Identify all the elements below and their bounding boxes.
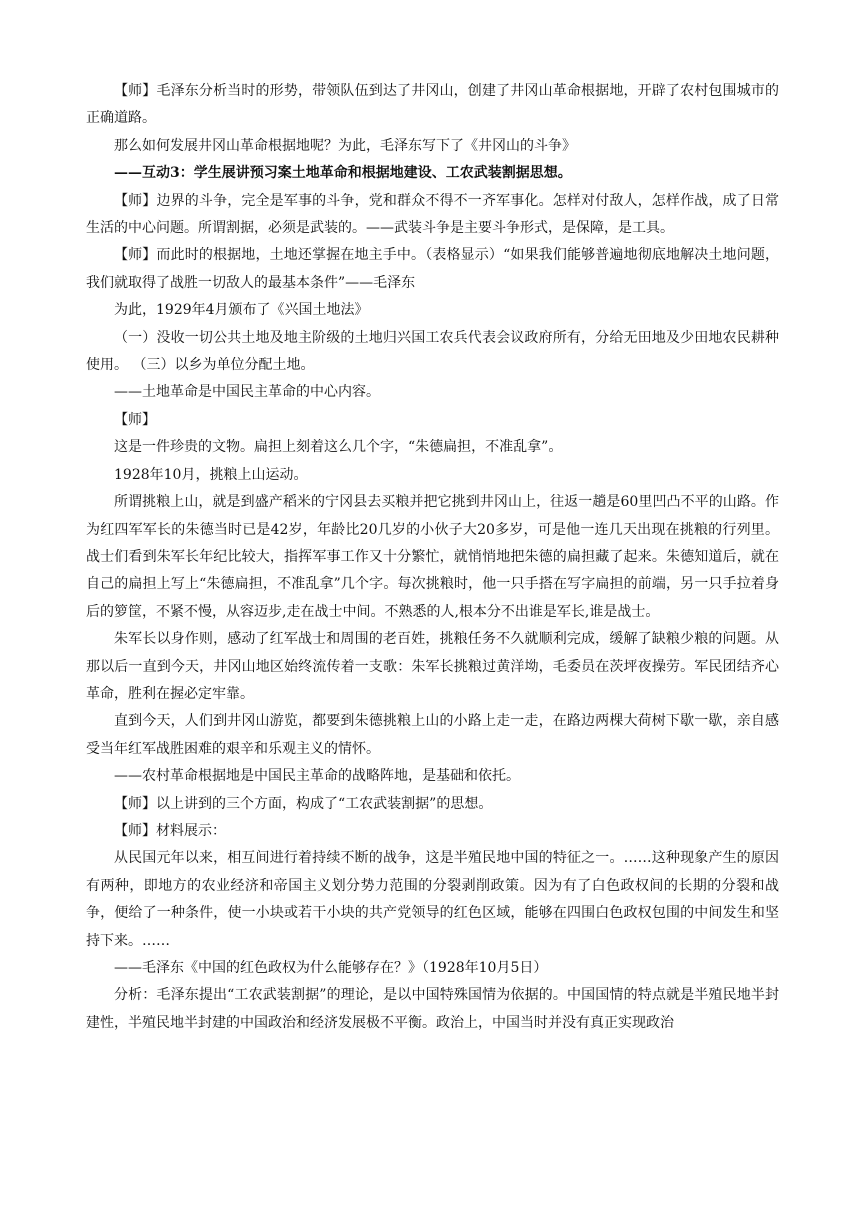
paragraph: ——农村革命根据地是中国民主革命的战略阵地，是基础和依托。 [114, 768, 520, 785]
paragraph: 【师】边界的斗争，完全是军事的斗争，党和群众不得不一齐军事化。怎样对付敌人，怎样作战，成了日常生活的中心问题。所谓割据，必须是武装的。——武装斗争是主要斗争形式，是保障，是工具。 [86, 192, 779, 237]
paragraph: 1928年10月，挑粮上山运动。 [114, 466, 308, 483]
paragraph: （一）没收一切公共土地及地主阶级的土地归兴国工农兵代表会议政府所有，分给无田地及少田地农民耕种使用。 （三）以乡为单位分配土地。 [86, 329, 779, 374]
paragraph: ——土地革命是中国民主革命的中心内容。 [114, 384, 380, 401]
paragraph: 分析：毛泽东提出“工农武装割据”的理论，是以中国特殊国情为依据的。中国国情的特点就是半殖民地半封建性，半殖民地半封建的中国政治和经济发展极不平衡。政治上，中国当时并没有真正实现政治 [86, 987, 779, 1031]
quote-citation: ——毛泽东《中国的红色政权为什么能够存在？》（1928年10月5日） [114, 960, 548, 976]
paragraph: 直到今天，人们到井冈山游览，都要到朱德挑粮上山的小路上走一走，在路边两棵大荷树下歇一歇，亲自感受当年红军战胜困难的艰辛和乐观主义的情怀。 [86, 713, 779, 757]
section-heading: ——互动3：学生展讲预习案土地革命和根据地建设、工农武装割据思想。 [114, 165, 572, 182]
paragraph: 【师】材料展示： [114, 822, 226, 839]
paragraph: 为此，1929年4月颁布了《兴国土地法》 [114, 302, 369, 319]
paragraph: 【师】 [114, 411, 156, 428]
quote-paragraph: 从民国元年以来，相互间进行着持续不断的战争，这是半殖民地中国的特征之一。……这种现象产生的原因有两种，即地方的农业经济和帝国主义划分势力范围的分裂剥削政策。因为有了白色政权间的长期的分裂和战争，便给了一种条件，使一小块或若干小块的共产党领导的红色区域，能够在四围白色政权包围的中间发生和坚持下来。…… [86, 850, 779, 949]
paragraph: 所谓挑粮上山，就是到盛产稻米的宁冈县去买粮并把它挑到井冈山上，往返一趟是60里凹凸不平的山路。作为红四军军长的朱德当时已是42岁，年龄比20几岁的小伙子大20多岁，可是他一连几天出现在挑粮的行列里。战士们看到朱军长年纪比较大，指挥军事工作又十分繁忙，就悄悄地把朱德的扁担藏了起来。朱德知道后，就在自己的扁担上写上“朱德扁担，不准乱拿”几个字。每次挑粮时，他一只手搭在写字扁担的前端，另一只手拉着身后的箩筐，不紧不慢，从容迈步,走在战士中间。不熟悉的人,根本分不出谁是军长,谁是战士。 [86, 494, 779, 620]
document-page [86, 78, 779, 1037]
paragraph: 【师】而此时的根据地，土地还掌握在地主手中。（表格显示）“如果我们能够普遍地彻底地解决土地问题，我们就取得了战胜一切敌人的最基本条件”——毛泽东 [86, 247, 779, 291]
paragraph: 【师】毛泽东分析当时的形势，带领队伍到达了井冈山，创建了井冈山革命根据地，开辟了农村包围城市的正确道路。 [86, 83, 779, 127]
paragraph: 朱军长以身作则，感动了红军战士和周围的老百姓，挑粮任务不久就顺利完成，缓解了缺粮少粮的问题。从那以后一直到今天，井冈山地区始终流传着一支歌：朱军长挑粮过黄洋坳，毛委员在茨坪夜操劳。军民团结齐心革命，胜利在握必定牢靠。 [86, 631, 779, 702]
paragraph: 这是一件珍贵的文物。扁担上刻着这么几个字，“朱德扁担，不准乱拿”。 [114, 439, 563, 456]
paragraph: 【师】以上讲到的三个方面，构成了“工农武装割据”的思想。 [114, 795, 493, 812]
paragraph: 那么如何发展井冈山革命根据地呢？为此，毛泽东写下了《井冈山的斗争》 [114, 137, 576, 154]
